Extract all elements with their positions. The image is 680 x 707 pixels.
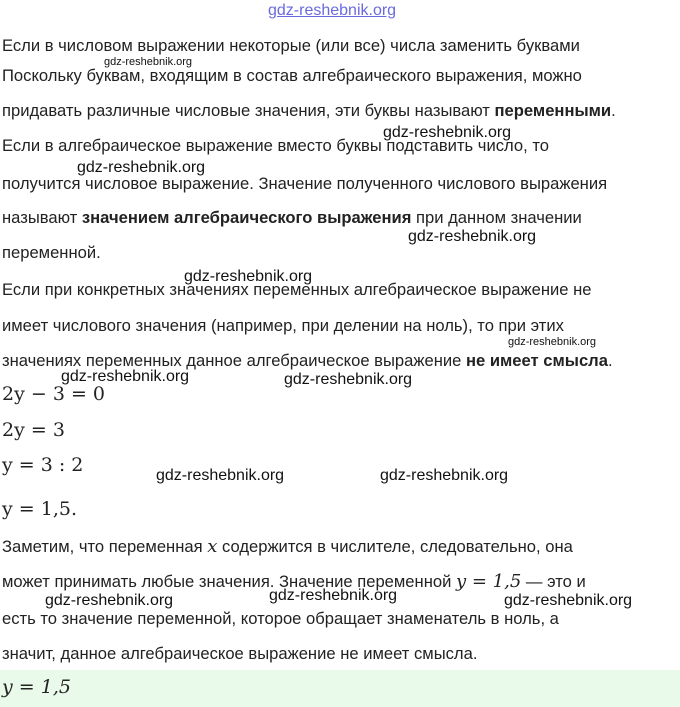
text-line: Если в числовом выражении некоторые (или все) числа заменить буквами — [2, 36, 580, 55]
answer-value: y = 1,5 — [2, 676, 71, 698]
watermark: gdz-reshebnik.org — [383, 124, 512, 141]
text-line: Если в алгебраическое выражение вместо буквы подставить число, то — [2, 136, 549, 155]
equation: 2y = 3 — [2, 419, 65, 441]
site-watermark-link[interactable]: gdz-reshebnik.org — [268, 2, 397, 19]
watermark: gdz-reshebnik.org — [269, 587, 398, 604]
text-line: Если при конкретных значениях переменных алгебраическое выражение не — [2, 280, 592, 299]
watermark: gdz-reshebnik.org — [284, 371, 413, 388]
term-expression-value: значением алгебраического выражения — [81, 208, 412, 227]
text-line: получится числовое выражение. Значение полученного числового выражения — [2, 174, 608, 193]
text-line: значит, данное алгебраическое выражение не имеет смысла. — [2, 644, 478, 663]
equation: 2y − 3 = 0 — [2, 383, 105, 405]
term-variables: переменными — [494, 101, 612, 120]
text-segment: при данном значении — [411, 208, 582, 227]
text-line: имеет числового значения (например, при делении на ноль), то при этих — [2, 316, 564, 335]
watermark: gdz-reshebnik.org — [77, 159, 206, 176]
text-line: Поскольку буквам, входящим в состав алгебраического выражения, можно — [2, 66, 582, 85]
text-segment: значениях переменных данное алгебраическое выражение — [2, 351, 466, 370]
answer-box — [0, 670, 680, 707]
text-segment: — это и — [521, 572, 586, 591]
text-segment: . — [611, 101, 616, 120]
watermark: gdz-reshebnik.org — [504, 592, 633, 609]
watermark: gdz-reshebnik.org — [61, 368, 190, 385]
watermark: gdz-reshebnik.org — [104, 56, 193, 68]
text-segment: Заметим, что переменная — [2, 537, 208, 556]
text-segment: содержится в числителе, следовательно, она — [217, 537, 573, 556]
watermark: gdz-reshebnik.org — [184, 268, 313, 285]
watermark: gdz-reshebnik.org — [508, 336, 597, 348]
text-segment: . — [607, 351, 613, 370]
watermark: gdz-reshebnik.org — [380, 467, 509, 484]
text-segment: придавать различные числовые значения, эти буквы называют — [2, 101, 495, 120]
text-line — [2, 208, 582, 228]
text-segment: может принимать любые значения. Значение переменной — [2, 572, 456, 591]
watermark: gdz-reshebnik.org — [156, 467, 285, 484]
watermark: gdz-reshebnik.org — [408, 228, 537, 245]
equation: y = 3 : 2 — [2, 454, 84, 476]
watermark: gdz-reshebnik.org — [45, 592, 174, 609]
text-line — [2, 537, 573, 557]
math-expression: y = 1,5 — [455, 571, 522, 592]
text-segment: называют — [2, 208, 82, 227]
term-no-meaning: не имеет смысла — [465, 351, 608, 370]
variable-x: x — [207, 536, 218, 557]
text-line: есть то значение переменной, которое обращает знаменатель в ноль, а — [2, 609, 559, 628]
equation: y = 1,5. — [2, 498, 77, 520]
text-line — [2, 101, 616, 121]
text-line: переменной. — [2, 243, 101, 262]
